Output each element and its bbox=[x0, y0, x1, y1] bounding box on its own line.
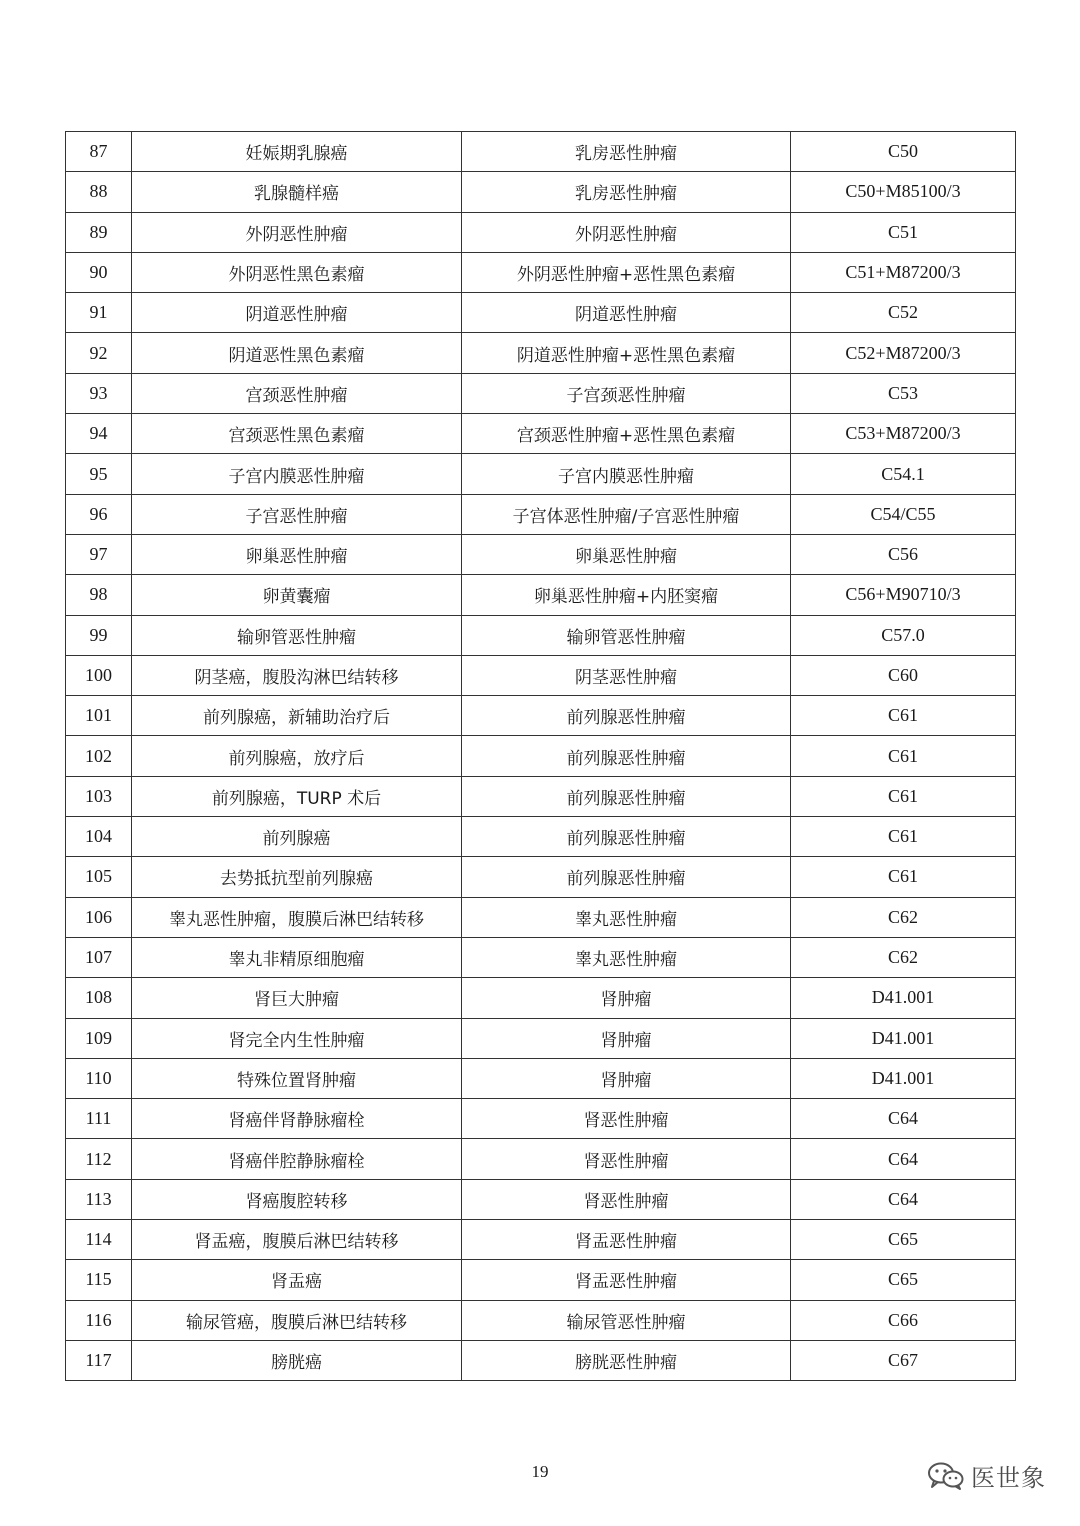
diagnosis-name-cell: 肾癌伴腔静脉瘤栓 bbox=[132, 1139, 462, 1179]
icd-code-cell: C50+M85100/3 bbox=[791, 172, 1016, 212]
disease-category-cell: 肾盂恶性肿瘤 bbox=[462, 1220, 791, 1260]
row-number-cell: 97 bbox=[66, 534, 132, 574]
disease-category-cell: 睾丸恶性肿瘤 bbox=[462, 937, 791, 977]
table-row bbox=[66, 696, 1016, 736]
row-number-cell: 87 bbox=[66, 132, 132, 172]
row-number-cell: 113 bbox=[66, 1179, 132, 1219]
row-number-cell: 101 bbox=[66, 696, 132, 736]
row-number-cell: 100 bbox=[66, 655, 132, 695]
disease-category-cell: 膀胱恶性肿瘤 bbox=[462, 1340, 791, 1380]
disease-category-cell: 前列腺恶性肿瘤 bbox=[462, 696, 791, 736]
table-row bbox=[66, 373, 1016, 413]
diagnosis-name-cell: 宫颈恶性肿瘤 bbox=[132, 373, 462, 413]
table-row bbox=[66, 1179, 1016, 1219]
table-row bbox=[66, 1220, 1016, 1260]
diagnosis-name-cell: 外阴恶性黑色素瘤 bbox=[132, 252, 462, 292]
row-number-cell: 111 bbox=[66, 1099, 132, 1139]
diagnosis-name-cell: 肾癌伴肾静脉瘤栓 bbox=[132, 1099, 462, 1139]
disease-category-cell: 输尿管恶性肿瘤 bbox=[462, 1300, 791, 1340]
icd-code-cell: C51+M87200/3 bbox=[791, 252, 1016, 292]
icd-code-cell: C54/C55 bbox=[791, 494, 1016, 534]
diagnosis-name-cell: 肾巨大肿瘤 bbox=[132, 978, 462, 1018]
row-number-cell: 91 bbox=[66, 293, 132, 333]
table-row bbox=[66, 1018, 1016, 1058]
table-row bbox=[66, 937, 1016, 977]
diagnosis-name-cell: 前列腺癌 bbox=[132, 817, 462, 857]
diagnosis-name-cell: 妊娠期乳腺癌 bbox=[132, 132, 462, 172]
icd-code-cell: C57.0 bbox=[791, 615, 1016, 655]
disease-category-cell: 肾盂恶性肿瘤 bbox=[462, 1260, 791, 1300]
diagnosis-name-cell: 膀胱癌 bbox=[132, 1340, 462, 1380]
table-row bbox=[66, 494, 1016, 534]
disease-category-cell: 子宫内膜恶性肿瘤 bbox=[462, 454, 791, 494]
row-number-cell: 88 bbox=[66, 172, 132, 212]
watermark-text: 医世象 bbox=[971, 1464, 1046, 1492]
table-row bbox=[66, 414, 1016, 454]
disease-category-cell: 肾恶性肿瘤 bbox=[462, 1139, 791, 1179]
table-row bbox=[66, 132, 1016, 172]
diagnosis-name-cell: 前列腺癌，新辅助治疗后 bbox=[132, 696, 462, 736]
disease-category-cell: 子宫颈恶性肿瘤 bbox=[462, 373, 791, 413]
icd-code-cell: C52 bbox=[791, 293, 1016, 333]
table-row bbox=[66, 212, 1016, 252]
diagnosis-name-cell: 输卵管恶性肿瘤 bbox=[132, 615, 462, 655]
table-row bbox=[66, 736, 1016, 776]
table-row bbox=[66, 534, 1016, 574]
icd-code-cell: C60 bbox=[791, 655, 1016, 695]
icd-code-cell: C52+M87200/3 bbox=[791, 333, 1016, 373]
disease-category-cell: 阴道恶性肿瘤 bbox=[462, 293, 791, 333]
table-row bbox=[66, 978, 1016, 1018]
row-number-cell: 103 bbox=[66, 776, 132, 816]
row-number-cell: 93 bbox=[66, 373, 132, 413]
row-number-cell: 90 bbox=[66, 252, 132, 292]
disease-category-cell: 阴道恶性肿瘤+恶性黑色素瘤 bbox=[462, 333, 791, 373]
icd-code-cell: C61 bbox=[791, 857, 1016, 897]
row-number-cell: 102 bbox=[66, 736, 132, 776]
icd-code-cell: D41.001 bbox=[791, 978, 1016, 1018]
table-row bbox=[66, 817, 1016, 857]
row-number-cell: 116 bbox=[66, 1300, 132, 1340]
disease-category-cell: 肾肿瘤 bbox=[462, 1058, 791, 1098]
disease-category-cell: 肾肿瘤 bbox=[462, 1018, 791, 1058]
table-row bbox=[66, 1340, 1016, 1380]
icd-code-cell: C51 bbox=[791, 212, 1016, 252]
table-row bbox=[66, 333, 1016, 373]
diagnosis-name-cell: 肾癌腹腔转移 bbox=[132, 1179, 462, 1219]
table-row bbox=[66, 776, 1016, 816]
table-row bbox=[66, 293, 1016, 333]
table-row bbox=[66, 615, 1016, 655]
row-number-cell: 89 bbox=[66, 212, 132, 252]
table-row bbox=[66, 1139, 1016, 1179]
icd-code-cell: D41.001 bbox=[791, 1058, 1016, 1098]
disease-category-cell: 子宫体恶性肿瘤/子宫恶性肿瘤 bbox=[462, 494, 791, 534]
diagnosis-name-cell: 前列腺癌，放疗后 bbox=[132, 736, 462, 776]
row-number-cell: 99 bbox=[66, 615, 132, 655]
icd-code-cell: C56+M90710/3 bbox=[791, 575, 1016, 615]
row-number-cell: 92 bbox=[66, 333, 132, 373]
diagnosis-name-cell: 卵巢恶性肿瘤 bbox=[132, 534, 462, 574]
diagnosis-name-cell: 输尿管癌，腹膜后淋巴结转移 bbox=[132, 1300, 462, 1340]
table-row bbox=[66, 1099, 1016, 1139]
table-row bbox=[66, 1300, 1016, 1340]
table-body bbox=[66, 132, 1016, 1381]
icd-code-cell: C61 bbox=[791, 776, 1016, 816]
diagnosis-name-cell: 子宫恶性肿瘤 bbox=[132, 494, 462, 534]
row-number-cell: 107 bbox=[66, 937, 132, 977]
disease-category-cell: 睾丸恶性肿瘤 bbox=[462, 897, 791, 937]
icd-code-cell: C53+M87200/3 bbox=[791, 414, 1016, 454]
disease-category-cell: 卵巢恶性肿瘤+内胚窦瘤 bbox=[462, 575, 791, 615]
diagnosis-name-cell: 外阴恶性肿瘤 bbox=[132, 212, 462, 252]
page-number: 19 bbox=[531, 1462, 549, 1481]
row-number-cell: 96 bbox=[66, 494, 132, 534]
icd-code-cell: C62 bbox=[791, 897, 1016, 937]
disease-category-cell: 外阴恶性肿瘤+恶性黑色素瘤 bbox=[462, 252, 791, 292]
wechat-icon bbox=[927, 1461, 965, 1491]
row-number-cell: 110 bbox=[66, 1058, 132, 1098]
diagnosis-name-cell: 阴道恶性黑色素瘤 bbox=[132, 333, 462, 373]
disease-category-cell: 前列腺恶性肿瘤 bbox=[462, 817, 791, 857]
row-number-cell: 98 bbox=[66, 575, 132, 615]
diagnosis-name-cell: 前列腺癌，TURP 术后 bbox=[132, 776, 462, 816]
icd-code-cell: D41.001 bbox=[791, 1018, 1016, 1058]
table-row bbox=[66, 1260, 1016, 1300]
icd-code-cell: C62 bbox=[791, 937, 1016, 977]
diagnosis-name-cell: 肾盂癌 bbox=[132, 1260, 462, 1300]
table-row bbox=[66, 655, 1016, 695]
diagnosis-name-cell: 宫颈恶性黑色素瘤 bbox=[132, 414, 462, 454]
icd-code-cell: C65 bbox=[791, 1260, 1016, 1300]
disease-category-cell: 肾恶性肿瘤 bbox=[462, 1179, 791, 1219]
icd-code-cell: C54.1 bbox=[791, 454, 1016, 494]
row-number-cell: 106 bbox=[66, 897, 132, 937]
diagnosis-name-cell: 乳腺髓样癌 bbox=[132, 172, 462, 212]
icd-code-cell: C64 bbox=[791, 1179, 1016, 1219]
watermark bbox=[927, 1458, 1046, 1493]
table-row bbox=[66, 454, 1016, 494]
disease-code-table bbox=[65, 131, 1016, 1381]
table-row bbox=[66, 575, 1016, 615]
row-number-cell: 112 bbox=[66, 1139, 132, 1179]
table-row bbox=[66, 172, 1016, 212]
icd-code-cell: C61 bbox=[791, 817, 1016, 857]
disease-category-cell: 宫颈恶性肿瘤+恶性黑色素瘤 bbox=[462, 414, 791, 454]
disease-category-cell: 肾肿瘤 bbox=[462, 978, 791, 1018]
row-number-cell: 95 bbox=[66, 454, 132, 494]
table-row bbox=[66, 252, 1016, 292]
diagnosis-name-cell: 肾完全内生性肿瘤 bbox=[132, 1018, 462, 1058]
row-number-cell: 114 bbox=[66, 1220, 132, 1260]
icd-code-cell: C66 bbox=[791, 1300, 1016, 1340]
row-number-cell: 117 bbox=[66, 1340, 132, 1380]
diagnosis-name-cell: 肾盂癌，腹膜后淋巴结转移 bbox=[132, 1220, 462, 1260]
disease-category-cell: 乳房恶性肿瘤 bbox=[462, 172, 791, 212]
diagnosis-name-cell: 卵黄囊瘤 bbox=[132, 575, 462, 615]
table-row bbox=[66, 1058, 1016, 1098]
row-number-cell: 105 bbox=[66, 857, 132, 897]
diagnosis-name-cell: 睾丸非精原细胞瘤 bbox=[132, 937, 462, 977]
row-number-cell: 115 bbox=[66, 1260, 132, 1300]
diagnosis-name-cell: 去势抵抗型前列腺癌 bbox=[132, 857, 462, 897]
icd-code-cell: C64 bbox=[791, 1099, 1016, 1139]
row-number-cell: 104 bbox=[66, 817, 132, 857]
disease-category-cell: 前列腺恶性肿瘤 bbox=[462, 736, 791, 776]
icd-code-cell: C64 bbox=[791, 1139, 1016, 1179]
disease-category-cell: 卵巢恶性肿瘤 bbox=[462, 534, 791, 574]
disease-category-cell: 乳房恶性肿瘤 bbox=[462, 132, 791, 172]
icd-code-cell: C65 bbox=[791, 1220, 1016, 1260]
disease-category-cell: 阴茎恶性肿瘤 bbox=[462, 655, 791, 695]
disease-code-table-container bbox=[65, 131, 1015, 1381]
disease-category-cell: 前列腺恶性肿瘤 bbox=[462, 776, 791, 816]
disease-category-cell: 输卵管恶性肿瘤 bbox=[462, 615, 791, 655]
icd-code-cell: C53 bbox=[791, 373, 1016, 413]
row-number-cell: 108 bbox=[66, 978, 132, 1018]
icd-code-cell: C61 bbox=[791, 696, 1016, 736]
disease-category-cell: 前列腺恶性肿瘤 bbox=[462, 857, 791, 897]
icd-code-cell: C61 bbox=[791, 736, 1016, 776]
row-number-cell: 94 bbox=[66, 414, 132, 454]
icd-code-cell: C50 bbox=[791, 132, 1016, 172]
disease-category-cell: 肾恶性肿瘤 bbox=[462, 1099, 791, 1139]
table-row bbox=[66, 857, 1016, 897]
row-number-cell: 109 bbox=[66, 1018, 132, 1058]
diagnosis-name-cell: 睾丸恶性肿瘤，腹膜后淋巴结转移 bbox=[132, 897, 462, 937]
icd-code-cell: C56 bbox=[791, 534, 1016, 574]
icd-code-cell: C67 bbox=[791, 1340, 1016, 1380]
diagnosis-name-cell: 特殊位置肾肿瘤 bbox=[132, 1058, 462, 1098]
disease-category-cell: 外阴恶性肿瘤 bbox=[462, 212, 791, 252]
table-row bbox=[66, 897, 1016, 937]
diagnosis-name-cell: 阴茎癌，腹股沟淋巴结转移 bbox=[132, 655, 462, 695]
diagnosis-name-cell: 阴道恶性肿瘤 bbox=[132, 293, 462, 333]
diagnosis-name-cell: 子宫内膜恶性肿瘤 bbox=[132, 454, 462, 494]
